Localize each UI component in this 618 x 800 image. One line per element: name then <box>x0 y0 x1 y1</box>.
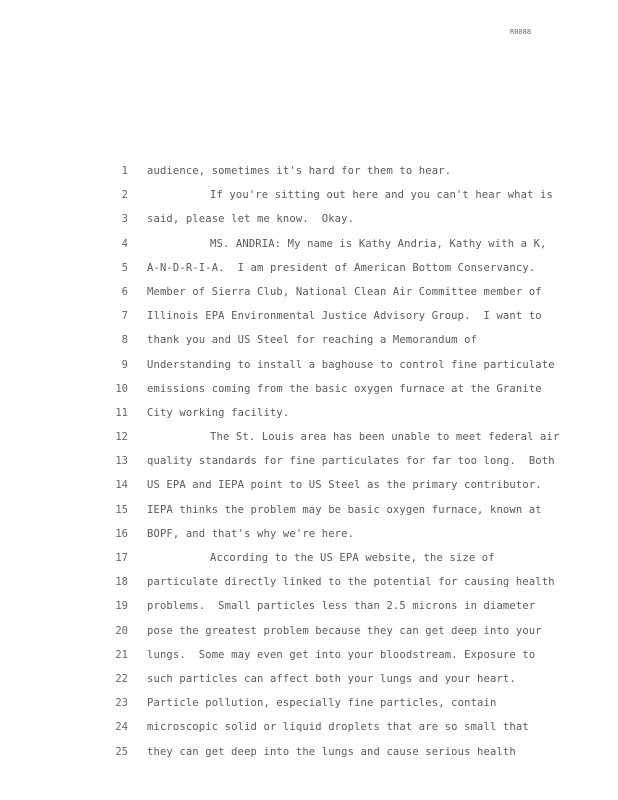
transcript-line <box>0 646 618 670</box>
line-content: they can get deep into the lungs and cause serious health <box>147 745 516 758</box>
line-number: 7 <box>121 310 128 323</box>
line-text <box>147 452 555 470</box>
line-content: said, please let me know. Okay. <box>147 213 355 226</box>
line-number: 1 <box>121 165 128 177</box>
line-text <box>147 331 477 349</box>
line-text <box>147 186 553 204</box>
line-text <box>147 573 555 591</box>
line-content: pose the greatest problem because they can get deep into your <box>147 624 542 637</box>
line-content: If you're sitting out here and you can't hear what is <box>210 189 553 202</box>
line-content: particulate directly linked to the potential for causing health <box>147 576 555 589</box>
line-text <box>147 380 542 398</box>
line-content: quality standards for fine particulates for far too long. Both <box>147 455 555 468</box>
transcript-line <box>0 597 618 621</box>
line-number: 3 <box>121 213 128 226</box>
line-text <box>147 404 289 422</box>
line-text <box>147 307 542 325</box>
line-number: 11 <box>115 406 128 419</box>
line-number: 23 <box>115 697 128 710</box>
transcript-line <box>0 525 618 549</box>
line-number: 2 <box>121 189 128 202</box>
transcript-line <box>0 501 618 525</box>
line-content: According to the US EPA website, the size of <box>210 552 495 564</box>
line-content: Particle pollution, especially fine particles, contain <box>147 697 497 710</box>
line-number: 20 <box>115 624 128 637</box>
line-number: 8 <box>121 334 128 347</box>
line-number: 13 <box>115 455 128 468</box>
line-text <box>147 356 555 374</box>
transcript-body <box>0 162 618 767</box>
transcript-line <box>0 162 618 186</box>
transcript-line <box>0 428 618 452</box>
line-text <box>147 210 354 228</box>
transcript-line <box>0 476 618 500</box>
transcript-line <box>0 307 618 331</box>
line-number: 16 <box>115 527 128 540</box>
line-number: 24 <box>115 721 128 734</box>
line-number: 15 <box>115 503 128 516</box>
line-number: 21 <box>115 648 128 661</box>
line-text <box>147 235 547 253</box>
line-content: Illinois EPA Environmental Justice Advisory Group. I want to <box>147 310 542 323</box>
line-text <box>147 549 495 567</box>
line-content: MS. ANDRIA: My name is Kathy Andria, Kathy with a K, <box>210 237 547 250</box>
line-content: Understanding to install a baghouse to control fine particulate <box>147 358 555 371</box>
line-content: microscopic solid or liquid droplets that are so small that <box>147 721 529 734</box>
line-text <box>147 525 354 543</box>
line-content: US EPA and IEPA point to US Steel as the primary contributor. <box>147 479 542 492</box>
line-content: Member of Sierra Club, National Clean Air Committee member of <box>147 285 542 298</box>
line-content: BOPF, and that's why we're here. <box>147 527 355 540</box>
line-content: problems. Small particles less than 2.5 microns in diameter <box>147 600 536 613</box>
line-content: A-N-D-R-I-A. I am president of American Bottom Conservancy. <box>147 261 536 274</box>
transcript-line <box>0 186 618 210</box>
line-number: 10 <box>115 382 128 395</box>
line-content: lungs. Some may even get into your bloodstream. Exposure to <box>147 648 536 661</box>
line-text <box>147 283 542 301</box>
page-number: R0088 <box>510 28 532 36</box>
line-text <box>147 743 516 761</box>
line-content: City working facility. <box>147 406 290 419</box>
transcript-line <box>0 404 618 428</box>
line-number: 14 <box>115 479 128 492</box>
line-number: 12 <box>115 431 128 444</box>
line-number: 4 <box>121 237 128 250</box>
transcript-line <box>0 331 618 355</box>
line-text <box>147 622 542 640</box>
line-text <box>147 501 542 519</box>
line-number: 5 <box>121 261 128 274</box>
line-text <box>147 476 542 494</box>
line-number: 25 <box>115 745 128 758</box>
line-content: IEPA thinks the problem may be basic oxygen furnace, known at <box>147 503 542 516</box>
line-content: thank you and US Steel for reaching a Memorandum of <box>147 334 478 347</box>
transcript-line <box>0 356 618 380</box>
transcript-line <box>0 452 618 476</box>
line-number: 18 <box>115 576 128 589</box>
line-text <box>147 259 535 277</box>
line-number: 19 <box>115 600 128 613</box>
transcript-line <box>0 283 618 307</box>
line-text <box>147 670 516 688</box>
line-text <box>147 162 451 180</box>
transcript-line <box>0 743 618 767</box>
transcript-line <box>0 235 618 259</box>
line-text <box>147 694 496 712</box>
line-text <box>147 718 529 736</box>
line-number: 22 <box>115 672 128 685</box>
line-content: audience, sometimes it's hard for them to hear. <box>147 165 452 177</box>
line-number: 9 <box>121 358 128 371</box>
line-content: such particles can affect both your lungs and your heart. <box>147 672 516 685</box>
line-content: The St. Louis area has been unable to meet federal air <box>210 431 560 444</box>
transcript-line <box>0 573 618 597</box>
line-text <box>147 428 559 446</box>
transcript-line <box>0 380 618 404</box>
line-number: 6 <box>121 285 128 298</box>
transcript-line <box>0 622 618 646</box>
line-number: 17 <box>115 552 128 564</box>
line-text <box>147 646 535 664</box>
transcript-line <box>0 718 618 742</box>
transcript-line <box>0 694 618 718</box>
transcript-line <box>0 549 618 573</box>
line-text <box>147 597 535 615</box>
transcript-line <box>0 670 618 694</box>
transcript-line <box>0 259 618 283</box>
line-content: emissions coming from the basic oxygen furnace at the Granite <box>147 382 542 395</box>
transcript-line <box>0 210 618 234</box>
